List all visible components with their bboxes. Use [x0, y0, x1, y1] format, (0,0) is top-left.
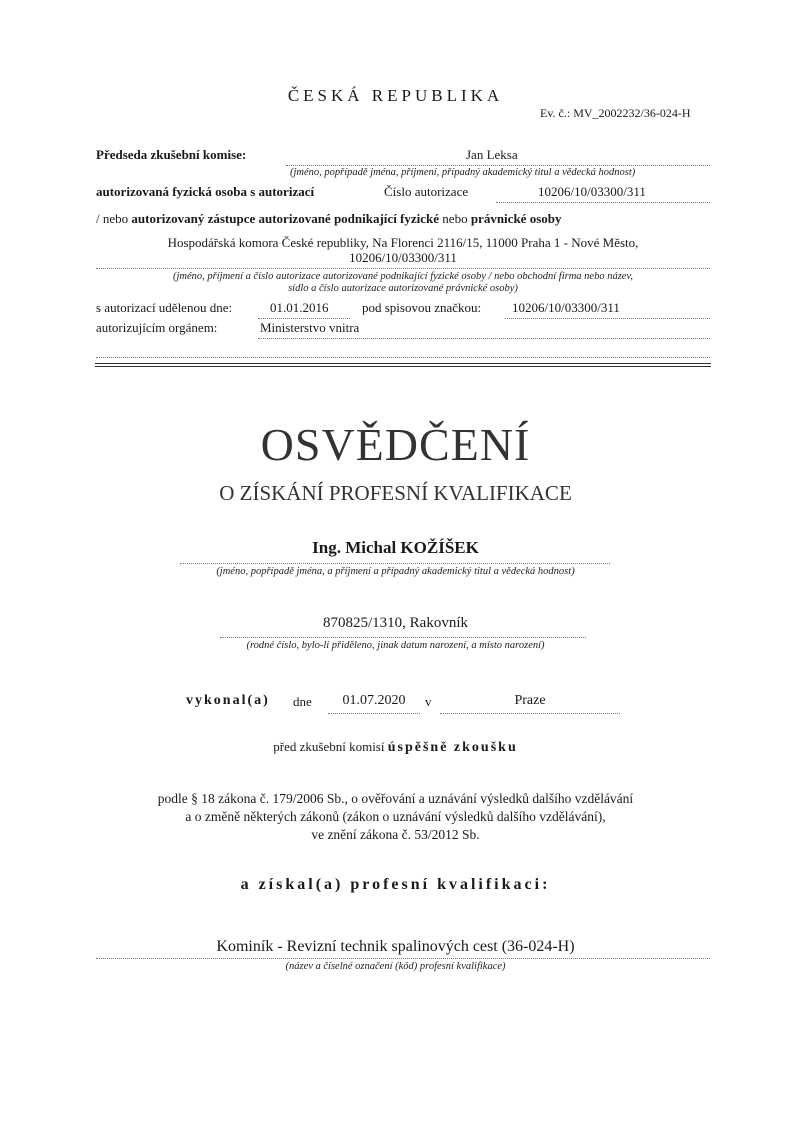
organization-hint-1: (jméno, příjmení a číslo autorizace autorizované podnikající fyzické osoby / nebo obchodní firma nebo název, — [173, 271, 633, 282]
holder-name: Ing. Michal KOŽÍŠEK — [312, 538, 479, 557]
country-heading: ČESKÁ REPUBLIKA — [287, 86, 504, 105]
holder-dotline — [180, 563, 610, 564]
date-label: dne — [293, 694, 312, 709]
law-line-2: a o změně některých zákonů (zákon o uznávání výsledků dalšího vzdělávání), — [185, 809, 606, 824]
file-number-dotline — [505, 318, 710, 319]
qualification-dotline — [96, 958, 710, 959]
record-number: Ev. č.: MV_2002232/36-024-H — [540, 106, 691, 120]
exam-date: 01.07.2020 — [342, 693, 406, 708]
authority-label: autorizujícím orgánem: — [96, 320, 218, 335]
granted-date: 01.01.2016 — [270, 300, 329, 315]
exam-result-line — [0, 739, 791, 756]
success-text: úspěšně zkoušku — [387, 740, 518, 755]
auth-number-dotline — [496, 202, 710, 203]
organization-line-1: Hospodářská komora České republiky, Na Florenci 2116/15, 11000 Praha 1 - Nové Město, — [167, 235, 639, 250]
organization-hint-2: sídlo a číslo autorizace autorizované právnické osoby) — [288, 283, 518, 294]
law-line-1: podle § 18 zákona č. 179/2006 Sb., o ověřování a uznávání výsledků dalšího vzdělávání — [157, 791, 634, 806]
certificate-subtitle: O ZÍSKÁNÍ PROFESNÍ KVALIFIKACE — [219, 481, 572, 505]
blank-dotline — [96, 357, 710, 358]
chair-label: Předseda zkušební komise: — [96, 147, 247, 162]
authority-name: Ministerstvo vnitra — [260, 320, 360, 335]
exam-place-dotline — [440, 713, 620, 714]
qualification-hint: (název a číselné označení (kód) profesní kvalifikace) — [285, 961, 506, 972]
granted-label: s autorizací udělenou dne: — [96, 300, 233, 315]
acquired-text: a získal(a) profesní kvalifikaci: — [240, 876, 551, 893]
place-label: v — [425, 694, 432, 709]
authorized-person-label: autorizovaná fyzická osoba s autorizací — [96, 184, 315, 199]
auth-number-label: Číslo autorizace — [384, 184, 469, 199]
holder-hint: (jméno, popřípadě jména, a příjmení a případný akademický titul a vědecká hodnost) — [216, 566, 575, 577]
alt-representative-line — [96, 211, 561, 227]
exam-date-dotline — [328, 713, 420, 714]
law-line-3: ve znění zákona č. 53/2012 Sb. — [311, 827, 480, 842]
granted-date-dotline — [258, 318, 350, 319]
birth-info: 870825/1310, Rakovník — [323, 615, 468, 631]
file-label: pod spisovou značkou: — [362, 300, 482, 315]
alt-or: nebo — [442, 211, 468, 226]
auth-number: 10206/10/03300/311 — [538, 184, 646, 199]
performed-label: vykonal(a) — [186, 693, 270, 708]
alt-label-2: právnické osoby — [470, 211, 562, 226]
before-commission: před zkušební komisí — [273, 739, 385, 754]
chair-dotline — [286, 165, 710, 166]
alt-prefix: / nebo — [96, 211, 129, 226]
birth-hint: (rodné číslo, bylo-li přiděleno, jinak datum narození, a místo narození) — [246, 640, 545, 651]
authority-dotline — [258, 338, 710, 339]
organization-line-2: 10206/10/03300/311 — [349, 250, 457, 265]
certificate-title: OSVĚDČENÍ — [260, 419, 531, 470]
file-number: 10206/10/03300/311 — [512, 300, 620, 315]
exam-place: Praze — [514, 693, 546, 708]
section-divider — [95, 363, 711, 367]
birth-dotline — [220, 637, 586, 638]
qualification-name: Kominík - Revizní technik spalinových cest (36-024-H) — [216, 938, 575, 955]
organization-dotline — [96, 268, 710, 269]
alt-label-1: autorizovaný zástupce autorizované podnikající fyzické — [131, 211, 440, 226]
chair-hint: (jméno, popřípadě jména, příjmení, případný akademický titul a vědecká hodnost) — [290, 167, 636, 178]
chair-name: Jan Leksa — [466, 147, 518, 162]
